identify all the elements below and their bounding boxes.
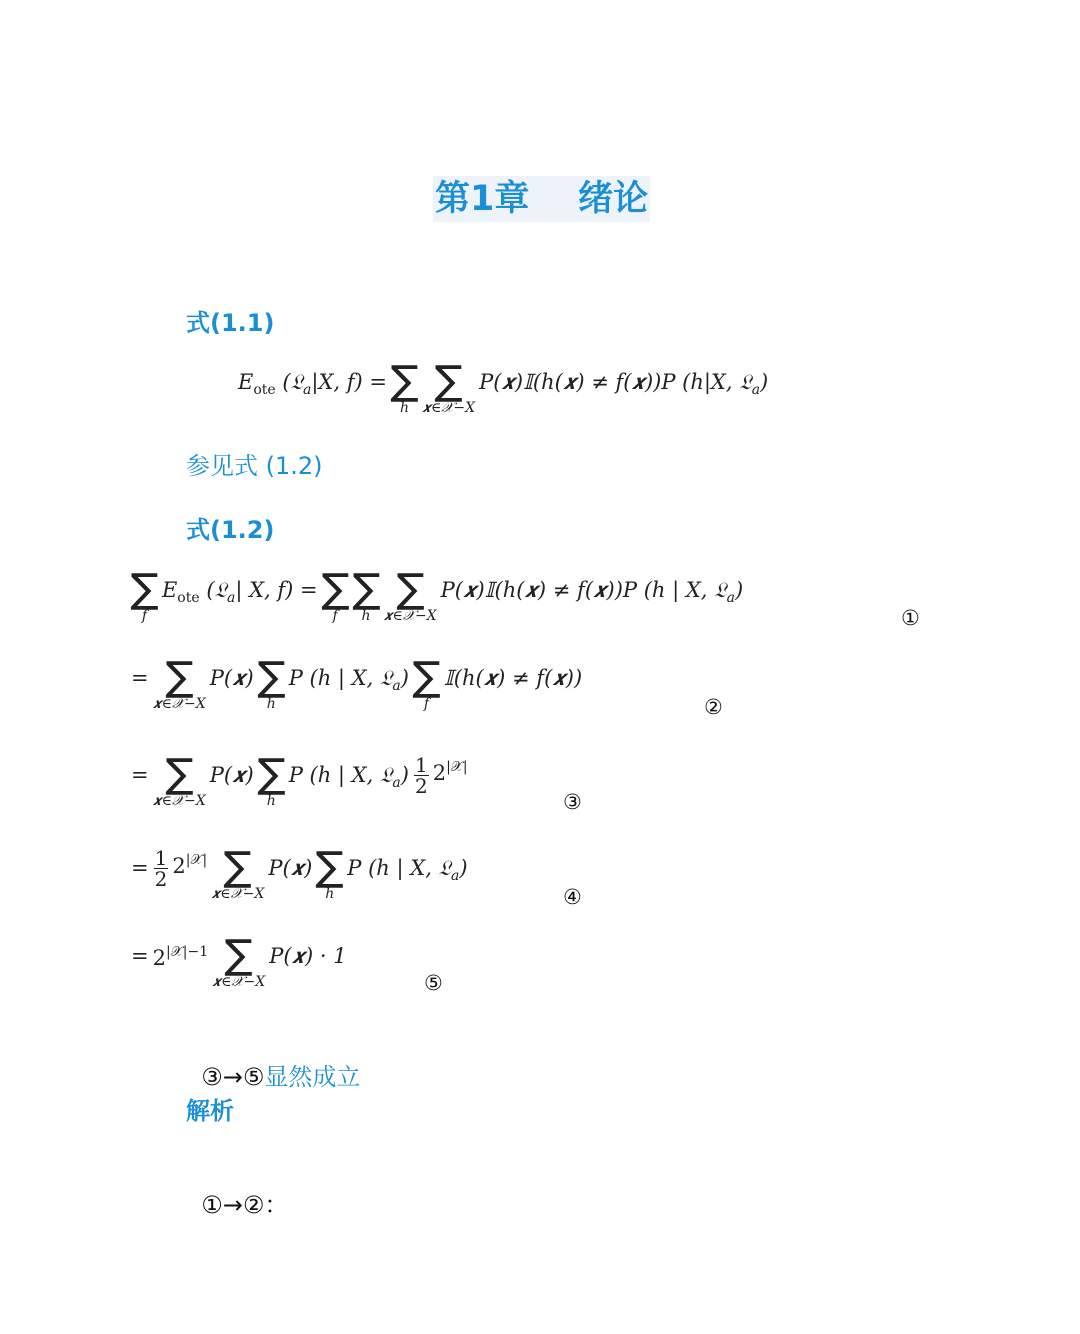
- obvious-text: 显然成立: [264, 1063, 361, 1091]
- equation-1-2-line-2: = ∑ 𝒙∈𝒳−X P(𝒙) ∑ h P (h | X, 𝔏$_a$) ∑ f 𝕀(h(𝒙) ≠ f(𝒙)): [131, 654, 583, 712]
- obvious-note: [186, 1032, 360, 1092]
- summation-symbol: ∑ f: [130, 566, 159, 624]
- summation-symbol: ∑ 𝒙∈𝒳−X: [383, 566, 437, 624]
- equation-1-1: $E_{ote}$ (𝔏$_a$|X, f) = ∑ h ∑ 𝒙∈𝒳−X P(𝒙)𝕀(h(𝒙) ≠ f(𝒙))P (h|X, 𝔏$_a$): [238, 358, 769, 416]
- equation-1-2-line-4: = $\frac{1}{2}$ $2^{|𝒳|}$ ∑ 𝒙∈𝒳−X P(𝒙) ∑ h P (h | X, 𝔏$_a$): [131, 844, 468, 902]
- summation-symbol: ∑ 𝒙∈𝒳−X: [212, 932, 266, 990]
- fraction-one-half: $\frac{1}{2}$: [154, 846, 168, 891]
- equation-number-2: ②: [704, 695, 723, 719]
- summation-symbol: ∑ h: [315, 844, 344, 902]
- summation-symbol: ∑ 𝒙∈𝒳−X: [152, 654, 206, 712]
- summation-symbol: ∑ h: [390, 358, 419, 416]
- step-1-2-label: [186, 1160, 288, 1220]
- summation-symbol: ∑ f: [320, 566, 350, 624]
- eq11-heading: 式(1.1): [186, 309, 275, 337]
- summation-symbol: ∑ h: [351, 566, 381, 624]
- equation-number-3: ③: [563, 790, 582, 814]
- summation-symbol: ∑ 𝒙∈𝒳−X: [211, 844, 265, 902]
- equation-number-4: ④: [563, 885, 582, 909]
- chapter-title: 第1章 绪论: [433, 176, 650, 222]
- see-also-link[interactable]: 参见式 (1.2): [186, 452, 323, 480]
- colon: ：: [264, 1191, 289, 1219]
- equation-number-5: ⑤: [424, 971, 443, 995]
- summation-symbol: ∑ h: [257, 654, 286, 712]
- equation-number-1: ①: [901, 606, 920, 630]
- summation-symbol: ∑ f: [412, 654, 441, 712]
- equation-1-2-line-5: = $2^{|𝒳|-1}$ ∑ 𝒙∈𝒳−X P(𝒙) · 1: [131, 932, 347, 990]
- analysis-heading: 解析: [186, 1097, 234, 1125]
- summation-symbol: ∑ h: [257, 751, 286, 809]
- summation-symbol: ∑ 𝒙∈𝒳−X: [152, 751, 206, 809]
- equation-1-2-line-3: = ∑ 𝒙∈𝒳−X P(𝒙) ∑ h P (h | X, 𝔏$_a$) $\frac{1}{2}$ $2^{|𝒳|}$: [131, 751, 468, 809]
- fraction-one-half: $\frac{1}{2}$: [414, 753, 428, 798]
- step-reference: ③→⑤: [201, 1063, 265, 1091]
- step-reference: ①→②: [201, 1191, 265, 1219]
- eq12-heading: 式(1.2): [186, 516, 275, 544]
- equation-1-2-line-1: ∑ f $E_{ote}$ (𝔏$_a$| X, f) = ∑ f ∑ h ∑ 𝒙∈𝒳−X P(𝒙)𝕀(h(𝒙) ≠ f(𝒙))P (h | X, 𝔏$_a$): [130, 566, 744, 624]
- summation-symbol: ∑ 𝒙∈𝒳−X: [421, 358, 476, 416]
